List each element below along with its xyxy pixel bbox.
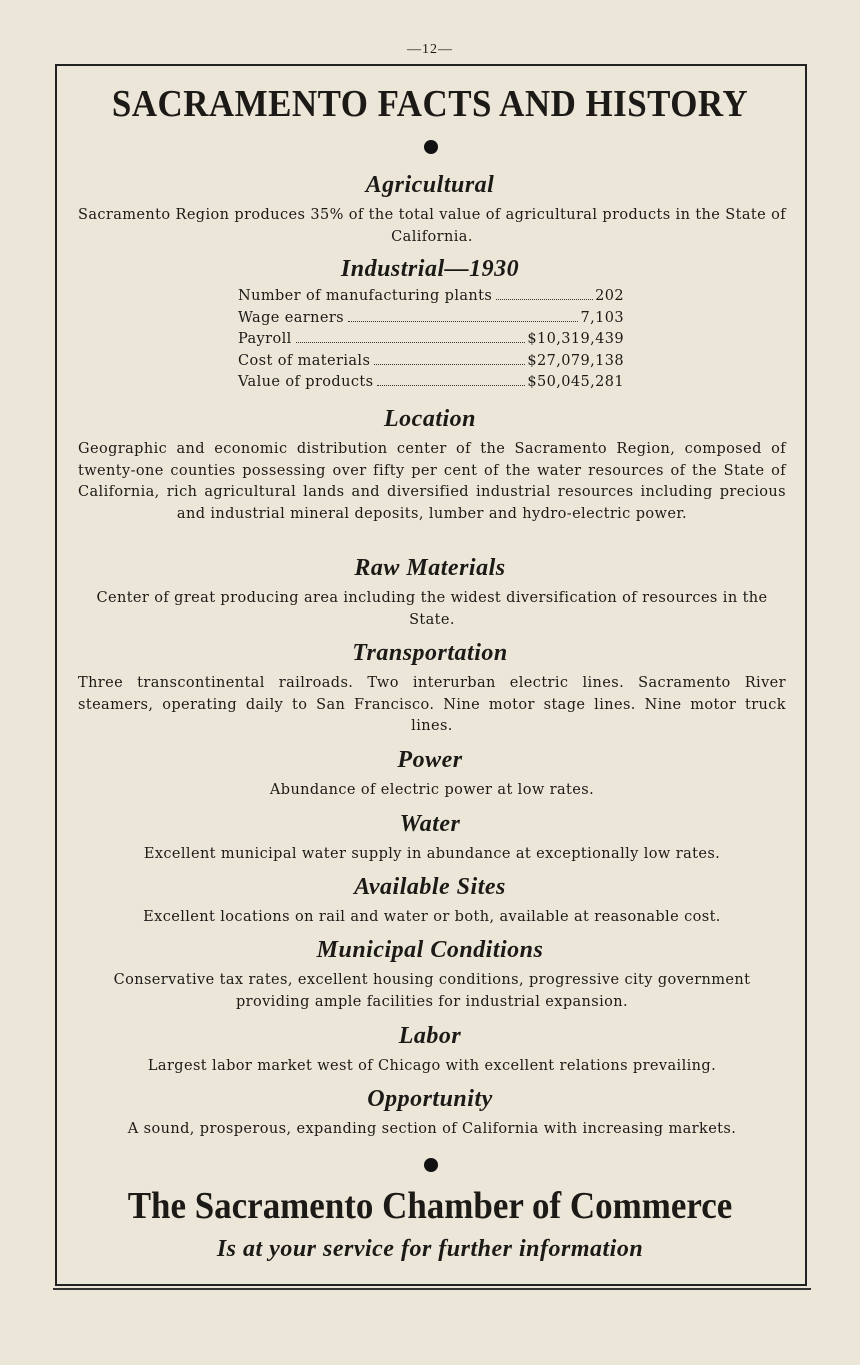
industrial-row-value: 202 [595,288,624,304]
heading-raw-materials: Raw Materials [354,555,506,581]
dot-leader [377,385,525,386]
dot-leader [496,299,593,300]
heading-municipal-conditions: Municipal Conditions [316,937,544,963]
page-title: SACRAMENTO FACTS AND HISTORY [111,83,749,125]
industrial-row-value: 7,103 [580,309,624,326]
heading-power: Power [397,747,463,773]
heading-available-sites: Available Sites [354,874,506,900]
text-location: Geographic and economic distribution center of the Sacramento Region, composed of twenty-one counties possessing over fifty per cent of the water resources of the State of California, rich agricultural lands and diversified industrial resources including precious and industrial mineral deposits, lumber and hydro-electric power. [78,441,786,522]
footer-organization: The Sacramento Chamber of Commerce [127,1185,733,1227]
heading-transportation: Transportation [352,640,508,666]
text-water: Excellent municipal water supply in abundance at exceptionally low rates. [143,846,721,862]
industrial-row-cost-of-materials [238,353,624,375]
text-opportunity: A sound, prosperous, expanding section of California with increasing markets. [127,1121,737,1137]
text-raw-materials: Center of great producing area including the widest diversification of resources in the State. [96,590,768,628]
industrial-row-label: Value of products [238,374,374,391]
industrial-row-payroll [238,331,624,353]
text-available-sites: Excellent locations on rail and water or both, available at reasonable cost. [143,909,721,925]
industrial-row-label: Number of manufacturing plants [238,288,493,304]
heading-industrial: Industrial—1930 [340,256,520,282]
industrial-table [238,288,624,396]
page-border-shadow [53,1288,811,1290]
industrial-row-value: $50,045,281 [527,374,624,391]
text-power: Abundance of electric power at low rates. [269,782,595,798]
dot-leader [348,321,578,322]
industrial-row-value: $27,079,138 [527,352,624,369]
bullet-divider-bottom [424,1158,438,1172]
industrial-row-value: $10,319,439 [527,331,624,348]
dot-leader [296,342,526,343]
text-agricultural: Sacramento Region produces 35% of the total value of agricultural products in the State of California. [78,207,787,245]
industrial-row-value-of-products [238,374,624,396]
heading-location: Location [384,406,476,432]
text-municipal-conditions: Conservative tax rates, excellent housing conditions, progressive city government providing ample facilities for industrial expansion. [113,972,751,1010]
page-number: —12— [407,42,453,57]
industrial-row-label: Wage earners [238,309,345,326]
heading-water: Water [399,811,461,837]
heading-labor: Labor [398,1023,462,1049]
heading-agricultural: Agricultural [365,172,495,198]
text-labor: Largest labor market west of Chicago with excellent relations prevailing. [147,1058,717,1074]
heading-opportunity: Opportunity [367,1086,493,1112]
industrial-row-plants [238,288,624,310]
industrial-row-label: Payroll [238,331,292,348]
industrial-row-label: Cost of materials [238,352,371,369]
bullet-divider-top [424,140,438,154]
text-transportation: Three transcontinental railroads. Two interurban electric lines. Sacramento River steamers, operating daily to San Francisco. Nine motor stage lines. Nine motor truck lines. [78,675,786,734]
footer-tagline: Is at your service for further information [216,1236,644,1262]
industrial-row-wage-earners [238,310,624,332]
dot-leader [374,364,525,365]
